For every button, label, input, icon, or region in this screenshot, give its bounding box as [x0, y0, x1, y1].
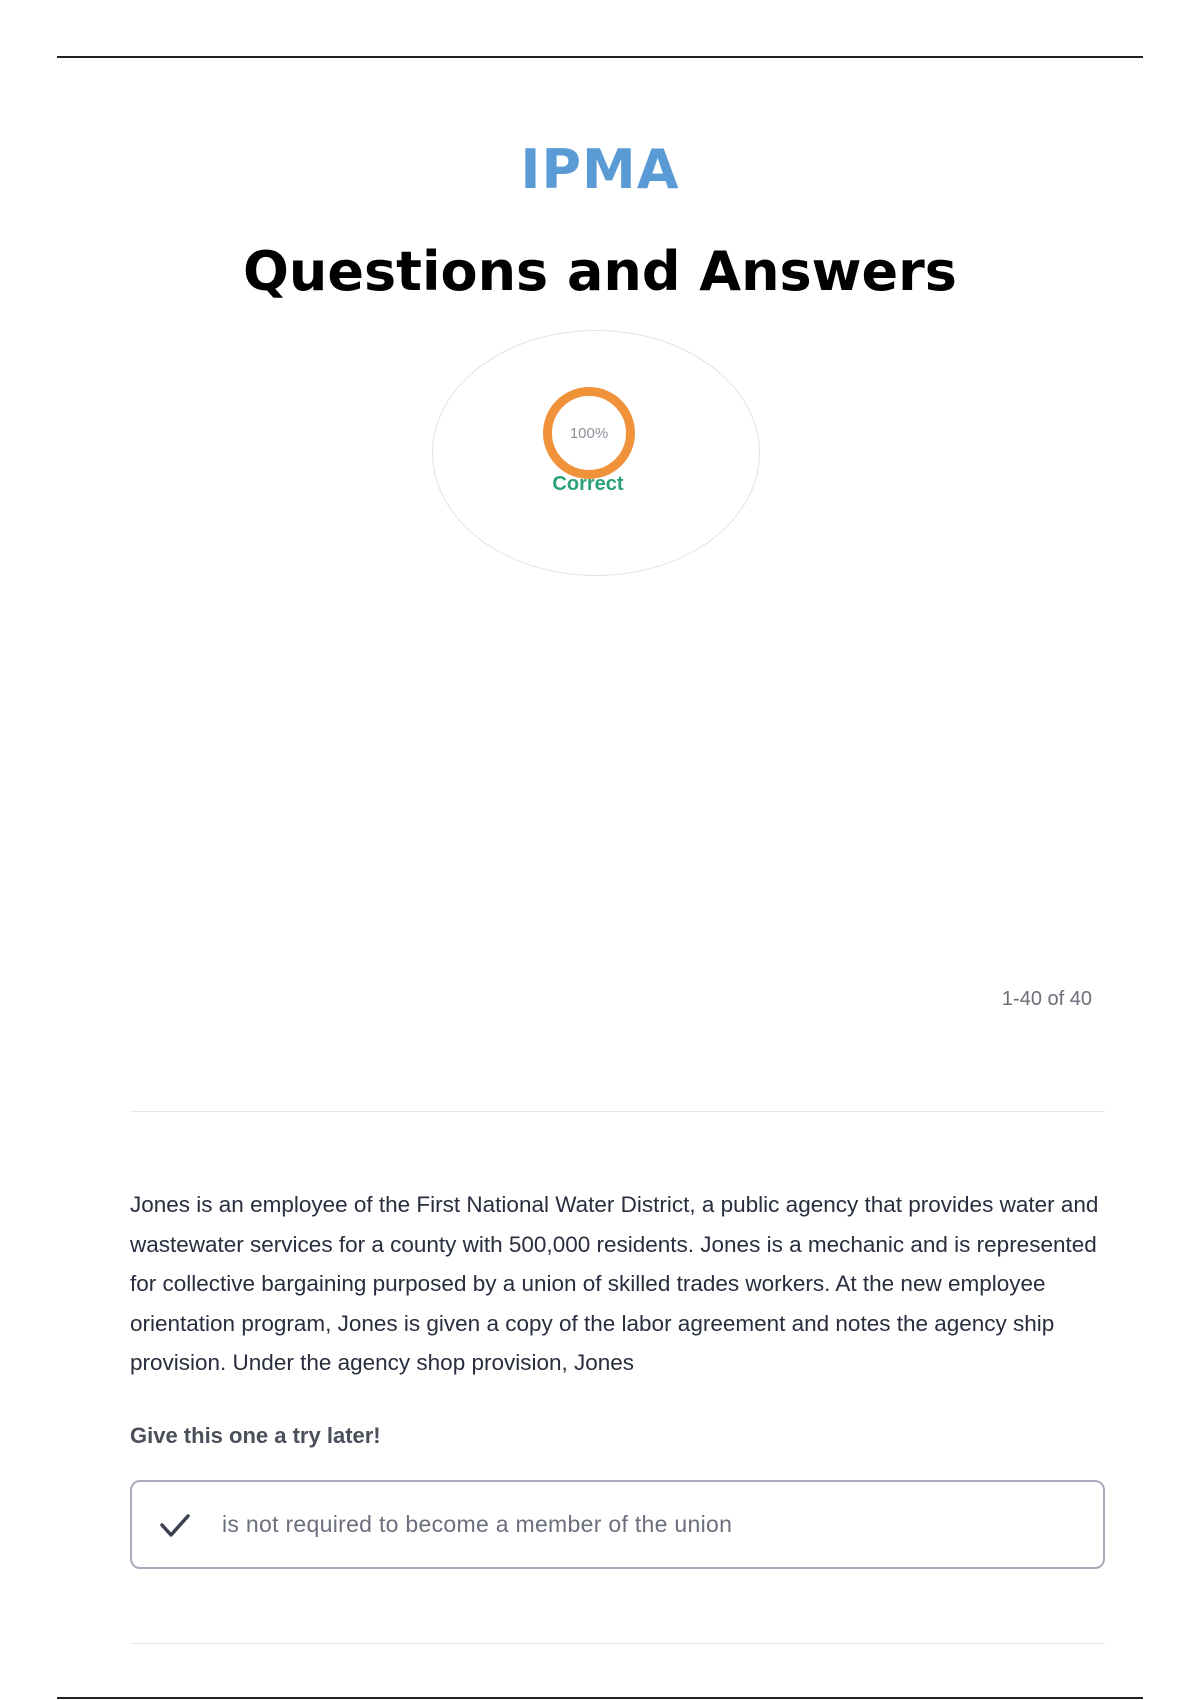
check-icon	[158, 1508, 192, 1542]
pagination-count: 1-40 of 40	[1001, 988, 1092, 1010]
score-status: Correct	[552, 473, 624, 495]
answer-option[interactable]	[130, 1480, 1105, 1569]
top-rule	[57, 56, 1143, 58]
divider	[130, 1643, 1105, 1644]
divider	[130, 1111, 1105, 1112]
bottom-rule	[57, 1697, 1143, 1699]
question-text: Jones is an employee of the First National Water District, a public agency that provides water and wastewater services for a county with 500,000 residents. Jones is a mechanic and is represented for collective bargaining purposed by a union of skilled trades workers. At the new employee orientation program, Jones is given a copy of the labor agreement and notes the agency ship provision. Under the agency shop provision, Jones	[130, 1192, 1099, 1375]
try-later-hint: Give this one a try later!	[130, 1423, 381, 1448]
brand-title: IPMA	[520, 138, 680, 201]
score-percent: 100%	[569, 424, 609, 442]
answer-text: is not required to become a member of the union	[222, 1511, 733, 1537]
page-title: Questions and Answers	[243, 240, 957, 303]
score-ring	[543, 387, 635, 479]
